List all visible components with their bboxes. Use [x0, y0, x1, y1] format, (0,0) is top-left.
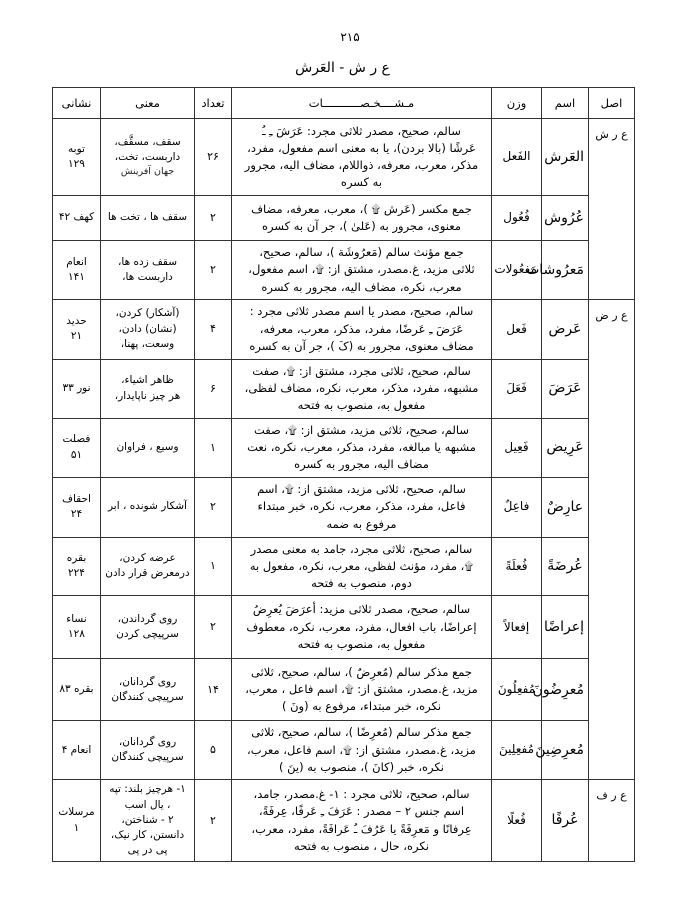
description-cell: [232, 196, 492, 241]
meaning-line: درمعرض قرار دادن: [105, 567, 190, 580]
reference-line: مرسلات: [58, 806, 95, 819]
reference-line: بقره ۸۳: [59, 683, 94, 696]
header-desc: مـشــــخـصـــــــــــات: [232, 88, 492, 119]
meaning-line: ، یال اسب: [124, 798, 171, 811]
meaning-line: ظاهر اشیاء،: [121, 374, 174, 387]
noun-cell: عُرضَةً: [542, 537, 589, 596]
wazn-cell: فَعل: [492, 299, 542, 359]
reference-line: ۱۴۱: [68, 270, 85, 283]
description-line: مرفوع به ضمه: [326, 516, 397, 531]
description-line: سالم، صحیح، مصدر ثلاثی مجرد: عَرَشَ ـِ ـُ: [262, 123, 461, 138]
description-line: سالم، صحیح، ثلاثی مجرد، جامد به معنی مصدر: [250, 541, 473, 556]
description-line: سالم، صحیح، ثلاثی مجرد، مشتق از: ۩، صفت: [252, 363, 471, 378]
count-cell: ۲۶: [195, 119, 232, 196]
description-line: مشبهه یا مبالغه، مفرد، مذکر، معرب، نکره، نعت: [247, 439, 476, 454]
count-cell: ۲: [195, 780, 232, 862]
meaning-cell: [101, 359, 195, 418]
reference-cell: [53, 537, 101, 596]
table-row: [53, 241, 635, 300]
count-cell: ۵: [195, 721, 232, 780]
meaning-cell: [101, 196, 195, 241]
table-row: [53, 659, 635, 721]
description-line: سالم، صحیح، ثلاثی مزید، مشتق از: ۩، اسم: [257, 482, 466, 497]
description-cell: [232, 359, 492, 418]
wazn-cell: إفعالاً: [492, 596, 542, 659]
description-line: سالم، صحیح، مصدر یا اسم مصدر ثلاثی مجرد :: [249, 304, 474, 319]
reference-line: نور ۳۳: [62, 382, 91, 395]
header-wazn: وزن: [492, 88, 542, 119]
reference-line: ۵۱: [70, 448, 83, 461]
wazn-cell: مَفعُولات: [492, 241, 542, 300]
wazn-cell: الفَعل: [492, 119, 542, 196]
header-meaning: معنی: [101, 88, 195, 119]
wazn-cell: مُفعِلِینَ: [492, 721, 542, 780]
root-cell: ع ر ش: [589, 119, 635, 300]
reference-line: احقاف: [62, 492, 91, 505]
description-line: سالم، صحیح، ثلاثی مزید، مشتق از: ۩، صفت: [253, 422, 470, 437]
reference-cell: [53, 359, 101, 418]
reference-cell: [53, 241, 101, 300]
meaning-line: ۱- هرچیز بلند: تپه: [109, 783, 186, 796]
meaning-line: روی گرداندن،: [117, 613, 178, 626]
meaning-cell: [101, 241, 195, 300]
meaning-cell: [101, 119, 195, 196]
count-cell: ۲: [195, 477, 232, 537]
table-row: [53, 359, 635, 418]
reference-line: توبه: [68, 142, 85, 155]
description-line: مفعول به، منصوب به فتحه: [297, 636, 426, 651]
meaning-line: سقف زده ها،: [117, 255, 178, 268]
description-line: سالم، صحیح، مصدر ثلاثی مزید: أعرَضَ یُعرِضُ: [252, 602, 471, 617]
description-line: إعراضًا، باب افعال، مفرد، معرب، نکره، معطوف: [246, 619, 477, 634]
description-line: سالم، صحیح، ثلاثی مجرد : ۱- غ.مصدر، جامد،: [253, 787, 470, 801]
header-count: تعداد: [195, 88, 232, 119]
meaning-line: داربست، تخت،: [114, 151, 181, 164]
root-cell: ع ر ف: [589, 780, 635, 862]
description-line: معرب، نکره، مضاف الیه، مجرور به کسره: [261, 279, 462, 294]
meaning-line: ۲ - شناختن،: [121, 813, 174, 826]
description-cell: [232, 119, 492, 196]
noun-cell: مَعرُوشات: [542, 241, 589, 300]
description-cell: [232, 241, 492, 300]
description-line: عَرشًا (بالا بردن)، یا به معنی اسم مفعول، مفرد،: [247, 140, 476, 155]
reference-cell: [53, 659, 101, 721]
meaning-line: هر چیز ناپایدار،: [114, 389, 181, 402]
header-root: اصل: [589, 88, 635, 119]
meaning-cell: [101, 477, 195, 537]
table-row: [53, 119, 635, 196]
count-cell: ۱: [195, 537, 232, 596]
meaning-line: سرپیچی کردن: [116, 628, 179, 641]
header-ref: نشانی: [53, 88, 101, 119]
reference-line: ۲۴: [70, 508, 83, 520]
reference-cell: [53, 596, 101, 659]
description-line: ۩، مفرد، مؤنث لفظی، معرب، نکره، مفعول به: [249, 558, 474, 573]
header-noun: اسم: [542, 88, 589, 119]
meaning-line: عرضه کردن،: [119, 552, 176, 565]
reference-line: انعام ۴: [61, 743, 92, 756]
description-line: مزید، غ.مصدر، مشتق از: ۩، اسم فاعل ، معرب،: [245, 682, 478, 697]
description-line: نکره، حال ، منصوب به فتحه: [294, 838, 429, 853]
noun-cell: عُرُوش: [542, 196, 589, 241]
noun-cell: عَرَضَ: [542, 359, 589, 418]
header-row: [53, 88, 635, 119]
reference-line: انعام: [66, 255, 87, 268]
description-line: اسم جنس ۲ – مصدر : عَرَفَ ـِ عَرفًا، عِرفَةً،: [258, 804, 465, 819]
wazn-cell: فَعِیل: [492, 418, 542, 477]
meaning-line: (نشان) دادن،: [118, 322, 177, 335]
table-row: [53, 721, 635, 780]
reference-line: ۲۲۴: [68, 567, 85, 580]
reference-cell: [53, 477, 101, 537]
table-row: [53, 477, 635, 537]
description-line: ثلاثی مزید، غ.مصدر، مشتق از: ۩، اسم مفعول،: [248, 262, 475, 277]
meaning-cell: [101, 537, 195, 596]
noun-cell: عَرِیض: [542, 418, 589, 477]
description-cell: [232, 596, 492, 659]
meaning-line: سرپیچی کنندگان: [111, 690, 184, 703]
wazn-cell: فَعَلَ: [492, 359, 542, 418]
reference-line: نساء: [66, 613, 87, 626]
description-line: نکره، خبر مبتداء، مرفوع به (ونَ ): [281, 699, 442, 714]
description-line: مذکر، معرب، معرفه، ذواللام، مضاف الیه، مجرور: [244, 158, 479, 172]
meaning-line: آشکار شونده ، ابر: [108, 500, 187, 513]
table-row: [53, 780, 635, 862]
meaning-line: وسعت، پهنا،: [120, 337, 175, 350]
noun-cell: عارِضٌ: [542, 477, 589, 537]
table-row: [53, 299, 635, 359]
description-cell: [232, 780, 492, 862]
reference-line: ۱۲۸: [68, 628, 85, 641]
count-cell: ۶: [195, 359, 232, 418]
reference-cell: [53, 418, 101, 477]
wazn-cell: فُعلًا: [492, 780, 542, 862]
description-cell: [232, 659, 492, 721]
reference-cell: [53, 780, 101, 862]
table-body: [53, 119, 635, 862]
reference-cell: [53, 721, 101, 780]
description-line: عِرفانًا و مَعرِفَةً یا عَرُفَ ـُ عَرافَةً، مفرد، معرب،: [251, 821, 472, 836]
meaning-line: داربست ها،: [122, 270, 173, 283]
description-line: مضاف معنوی، مجرور به (کَ )، جر آن به کسره: [249, 338, 474, 353]
meaning-line: (آشکار) کردن،: [115, 307, 180, 320]
count-cell: ۲: [195, 241, 232, 300]
reference-cell: [53, 119, 101, 196]
noun-cell: مُعرِضُونَ: [542, 659, 589, 721]
noun-cell: عُرفًا: [542, 780, 589, 862]
noun-cell: العَرش: [542, 119, 589, 196]
reference-line: حدید: [66, 315, 87, 328]
meaning-line: دانستن، کار نیک،: [110, 829, 185, 842]
noun-cell: عَرض: [542, 299, 589, 359]
meaning-cell: [101, 299, 195, 359]
reference-cell: [53, 196, 101, 241]
count-cell: ۱: [195, 418, 232, 477]
reference-cell: [53, 299, 101, 359]
description-line: جمع مذکر سالم (مُعرِضًا )، سالم، صحیح، ثلاثی: [251, 725, 472, 740]
meaning-cell: [101, 780, 195, 862]
description-line: مفعول به، منصوب به فتحه: [297, 398, 426, 413]
page-title: ع ر ش - العَرش: [295, 60, 390, 76]
wazn-cell: فاعِلٌ: [492, 477, 542, 537]
description-line: به کسره: [340, 175, 383, 190]
table-row: [53, 596, 635, 659]
description-line: جمع مذکر سالم (مُعرِضٌ )، سالم، صحیح، ثلاثی: [250, 664, 473, 679]
root-cell: ع ر ض: [589, 299, 635, 779]
description-line: مشبهه، مفرد، مذکر، معرب، نکره، مضاف لفظی،: [244, 381, 479, 395]
meaning-sub: جهان آفرینش: [120, 166, 175, 178]
count-cell: ۱۴: [195, 659, 232, 721]
noun-cell: مُعرِضِینَ: [542, 721, 589, 780]
reference-line: ۲۱: [70, 330, 83, 343]
count-cell: ۴: [195, 299, 232, 359]
wazn-cell: فُعُول: [492, 196, 542, 241]
description-line: جمع مؤنث سالم (مَعرُوشَة )، سالم، صحیح،: [259, 245, 464, 259]
description-line: جمع مکسر (عَرش ۩ )، معرب، معرفه، مضاف: [251, 201, 472, 216]
reference-line: فصلت: [62, 433, 91, 446]
table-row: [53, 537, 635, 596]
meaning-line: روی گردانان،: [118, 675, 177, 688]
description-line: فاعل، مفرد، مذکر، معرب، نکره، خبر مبتداء: [257, 499, 466, 514]
description-cell: [232, 721, 492, 780]
meaning-cell: [101, 418, 195, 477]
reference-line: ۱۲۹: [68, 158, 85, 170]
noun-cell: إعراضًا: [542, 596, 589, 659]
meaning-cell: [101, 596, 195, 659]
reference-line: ۱: [73, 821, 80, 834]
meaning-line: سقف، مسقَّف،: [114, 135, 181, 148]
wazn-cell: فُعلَةً: [492, 537, 542, 596]
description-line: معنوی، مجرور به (عَلیٰ )، جر آن به کسره: [262, 219, 461, 233]
reference-line: کهف ۴۲: [58, 211, 95, 224]
page-number: ۲۱۵: [340, 30, 360, 44]
meaning-line: سقف ها ، تخت ها: [107, 211, 188, 224]
description-cell: [232, 537, 492, 596]
description-cell: [232, 477, 492, 537]
lexicon-table: [52, 87, 635, 862]
table-row: [53, 196, 635, 241]
description-line: مزید، غ.مصدر، مشتق از: ۩، اسم فاعل، معرب،: [247, 742, 476, 757]
meaning-line: روی گردانان،: [118, 735, 177, 748]
description-line: عَرَضَ ـِ عَرضًا، مفرد، مذکر، معرب، معرفه،: [259, 321, 464, 336]
meaning-line: سرپیچی کنندگان: [111, 751, 184, 764]
wazn-cell: مُفعِلُونَ: [492, 659, 542, 721]
meaning-line: پی در پی: [127, 844, 168, 857]
description-line: مضاف الیه، مجرور به کسره: [294, 457, 429, 472]
meaning-cell: [101, 721, 195, 780]
description-line: دوم، منصوب به فتحه: [311, 576, 412, 590]
table-row: [53, 418, 635, 477]
count-cell: ۲: [195, 196, 232, 241]
count-cell: ۲: [195, 596, 232, 659]
description-cell: [232, 418, 492, 477]
meaning-cell: [101, 659, 195, 721]
description-line: نکره، خبر (کانَ )، منصوب به (ینَ ): [279, 759, 444, 774]
description-cell: [232, 299, 492, 359]
meaning-line: وسیع ، فراوان: [116, 440, 179, 453]
reference-line: بقره: [66, 552, 87, 565]
